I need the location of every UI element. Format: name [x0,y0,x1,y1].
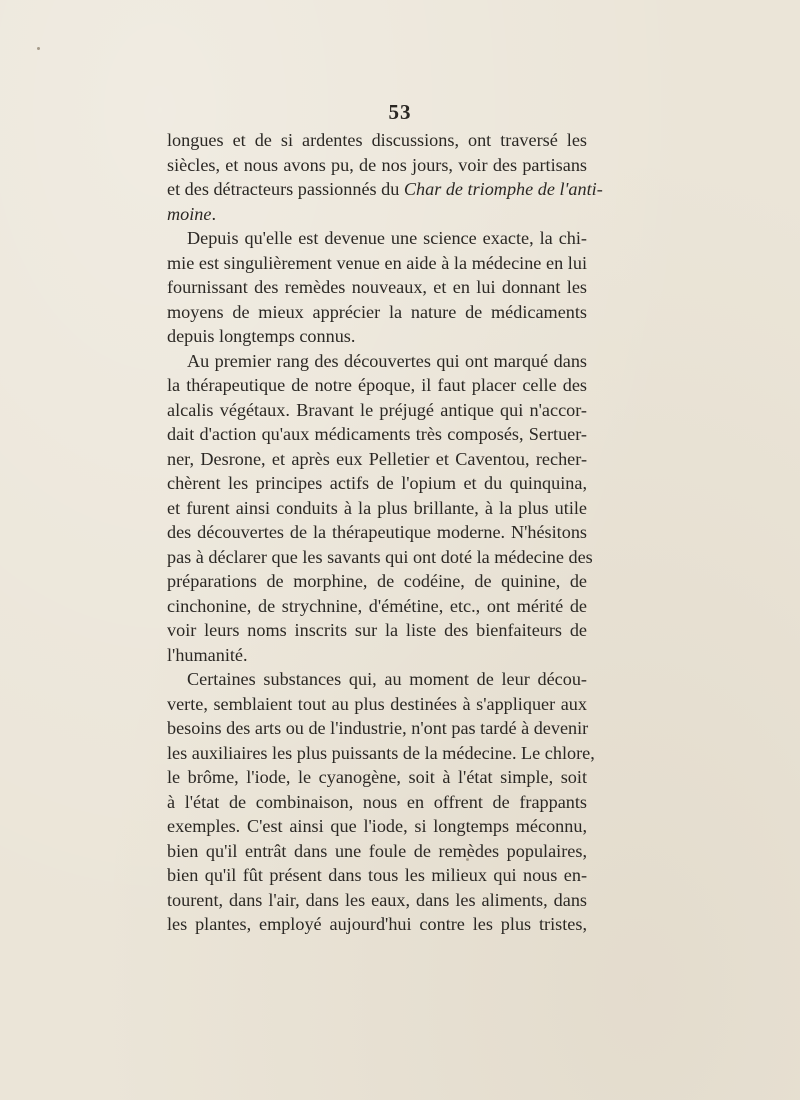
text-segment: et des détracteurs passionnés du [167,179,404,199]
text-line [167,790,587,815]
text-line [167,594,587,619]
text-segment: bien qu'il fût présent dans tous les milieux qui nous en- [167,865,587,885]
text-line [167,643,587,668]
text-segment: dait d'action qu'aux médicaments très composés, Sertuer- [167,424,587,444]
text-line [167,422,587,447]
text-line [167,398,587,423]
text-segment: siècles, et nous avons pu, de nos jours, voir des partisans [167,154,587,175]
text-segment: . [211,203,216,224]
text-segment: le brôme, l'iode, le cyanogène, soit à l'état simple, soit [167,767,587,787]
text-line [167,300,587,325]
page-number: 53 [388,100,412,124]
text-segment: besoins des arts ou de l'industrie, n'ont pas tardé à devenir [167,718,589,738]
text-segment: cinchonine, de strychnine, d'émétine, etc., ont mérité de [167,595,587,616]
body-text [167,128,603,937]
text-line [167,471,587,496]
text-segment: tourent, dans l'air, dans les eaux, dans les aliments, dans [167,889,587,910]
text-line [167,226,587,251]
text-segment: depuis longtemps connus. [167,326,356,346]
text-segment: Depuis qu'elle est devenue une science exacte, la chi- [187,228,587,248]
text-segment: alcalis végétaux. Bravant le préjugé antique qui n'accor- [167,399,587,420]
text-line [167,202,587,227]
text-line [167,569,587,594]
text-line [167,324,587,349]
italic-text: moine [167,203,212,224]
text-line [167,373,587,398]
text-line [167,618,587,643]
text-line [167,275,587,300]
text-segment: fournissant des remèdes nouveaux, et en lui donnant les [167,277,587,297]
text-line [167,692,587,717]
text-line [167,349,587,374]
text-segment: et furent ainsi conduits à la plus brillante, à la plus utile [167,497,587,518]
text-segment: pas à déclarer que les savants qui ont doté la médecine des [167,546,593,567]
text-segment: les plantes, employé aujourd'hui contre les plus tristes, [167,914,587,934]
text-segment: l'humanité. [167,644,248,665]
text-segment: des découvertes de la thérapeutique moderne. N'hésitons [167,522,587,542]
text-segment: chèrent les principes actifs de l'opium et du quinquina, [167,473,587,493]
text-line [167,814,587,839]
text-segment: voir leurs noms inscrits sur la liste des bienfaiteurs de [167,620,587,640]
text-segment: exemples. C'est ainsi que l'iode, si longtemps méconnu, [167,816,587,836]
text-segment: verte, semblaient tout au plus destinées à s'appliquer aux [167,693,587,714]
text-line [167,765,587,790]
text-line [167,741,595,766]
text-line [167,716,587,741]
text-line [167,447,587,472]
text-segment: moyens de mieux apprécier la nature de médicaments [167,301,587,322]
text-line [167,128,587,153]
text-segment: préparations de morphine, de codéine, de quinine, de [167,571,587,591]
text-line [167,888,587,913]
text-segment: ner, Desrone, et après eux Pelletier et Caventou, recher- [167,448,587,469]
text-line [167,177,603,202]
paper-speck [37,47,40,50]
text-segment: la thérapeutique de notre époque, il faut placer celle des [167,375,587,395]
text-line [167,496,587,521]
text-line [167,839,587,864]
text-line [167,863,587,888]
text-line [167,251,587,276]
text-segment: Certaines substances qui, au moment de leur décou- [187,669,587,689]
italic-text: Char de triomphe de l'anti- [403,179,603,199]
text-segment: les auxiliaires les plus puissants de la médecine. Le chlore, [167,742,595,763]
text-segment: longues et de si ardentes discussions, ont traversé les [167,130,587,150]
text-segment: Au premier rang des découvertes qui ont marqué dans [187,350,587,371]
text-line [167,153,587,178]
text-segment: à l'état de combinaison, nous en offrent de frappants [167,791,587,812]
text-segment: mie est singulièrement venue en aide à la médecine en lui [167,252,587,273]
text-line [167,545,593,570]
text-line [167,912,587,937]
text-line [167,520,587,545]
text-segment: bien qu'il entrât dans une foule de remèdes populaires, [167,840,587,861]
text-line [167,667,587,692]
